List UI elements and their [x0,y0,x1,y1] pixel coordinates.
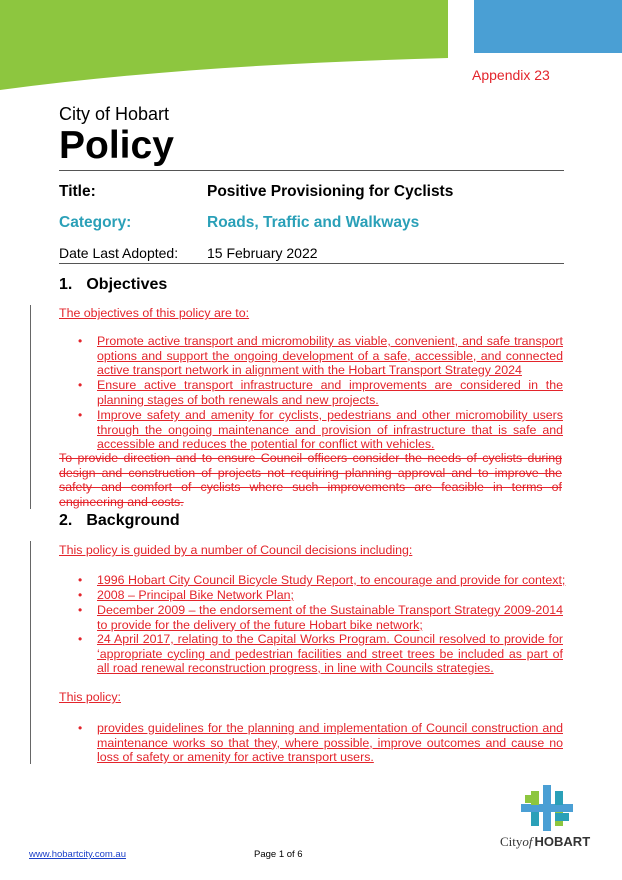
revision-bar [30,541,31,764]
bullet-icon: • [78,378,83,392]
bullet-icon: • [78,573,83,587]
category-label: Category: [59,214,132,231]
logo-wordmark [500,834,590,850]
blue-swoosh [474,0,622,53]
section-title: Background [86,512,180,529]
section-heading-background [59,512,180,530]
logo-hobart: HOBART [534,834,591,849]
list-item: Ensure active transport infrastructure and improvements are considered in the planning stages of both renewals and new projects. [97,378,563,407]
appendix-label: Appendix 23 [472,67,550,83]
divider [59,263,564,264]
bullet-icon: • [78,721,83,735]
list-item: Promote active transport and micromobility as viable, convenient, and safe transport options and support the ongoing development of a safe, accessible, and connected active transport network in alignment with the Hobart Transport Strategy 2024 [97,334,563,377]
bullet-icon: • [78,334,83,348]
green-swoosh [0,0,448,90]
list-item: Improve safety and amenity for cyclists, pedestrians and other micromobility users through the ongoing maintenance and provision of infrastructure that is safe and accessible and reduces the potential for conflict with vehicles. [97,408,563,451]
logo-city: City [500,834,523,849]
list-item: 24 April 2017, relating to the Capital Works Program. Council resolved to provide for ‘appropriate cycling and pedestrian facilities and street trees be included as part of all road renewal reconstruction progress, in line with Councils strategies. [97,632,563,675]
page-number: Page 1 of 6 [254,849,303,860]
org-name: City of Hobart [59,104,170,124]
list-item: December 2009 – the endorsement of the Sustainable Transport Strategy 2009-2014 to provide for the delivery of the future Hobart bike network; [97,603,563,632]
title-label: Title: [59,183,96,200]
category-value: Roads, Traffic and Walkways [207,214,420,231]
bullet-icon: • [78,588,83,602]
deleted-paragraph: To provide direction and to ensure Council officers consider the needs of cyclists during design and construction of projects not requiring planning approval and to improve the safety and comfort of cyclists where such improvements are feasible in terms of engineering and costs. [59,451,562,509]
page-title: Policy [59,124,174,167]
section-number: 1. [59,276,73,293]
date-value: 15 February 2022 [207,245,318,261]
list-item: provides guidelines for the planning and implementation of Council construction and maintenance works so that they, where possible, improve outcomes and cause no loss of safety or amenity for active transport users. [97,721,563,764]
list-item: 2008 – Principal Bike Network Plan; [97,588,294,602]
title-value: Positive Provisioning for Cyclists [207,183,454,200]
background-intro: This policy is guided by a number of Council decisions including: [59,543,413,557]
bullet-icon: • [78,408,83,422]
logo-of: of [522,834,533,849]
section-heading-objectives [59,276,167,294]
website-link[interactable]: www.hobartcity.com.au [29,849,126,860]
bullet-icon: • [78,603,83,617]
revision-bar [30,305,31,509]
list-item: 1996 Hobart City Council Bicycle Study Report, to encourage and provide for context; [97,573,566,587]
policy-intro: This policy: [59,690,121,704]
city-of-hobart-logo-icon [521,785,573,831]
date-label: Date Last Adopted: [59,245,179,261]
section-title: Objectives [86,276,168,293]
section-number: 2. [59,512,73,529]
divider [59,170,564,171]
objectives-intro: The objectives of this policy are to: [59,306,250,320]
bullet-icon: • [78,632,83,646]
